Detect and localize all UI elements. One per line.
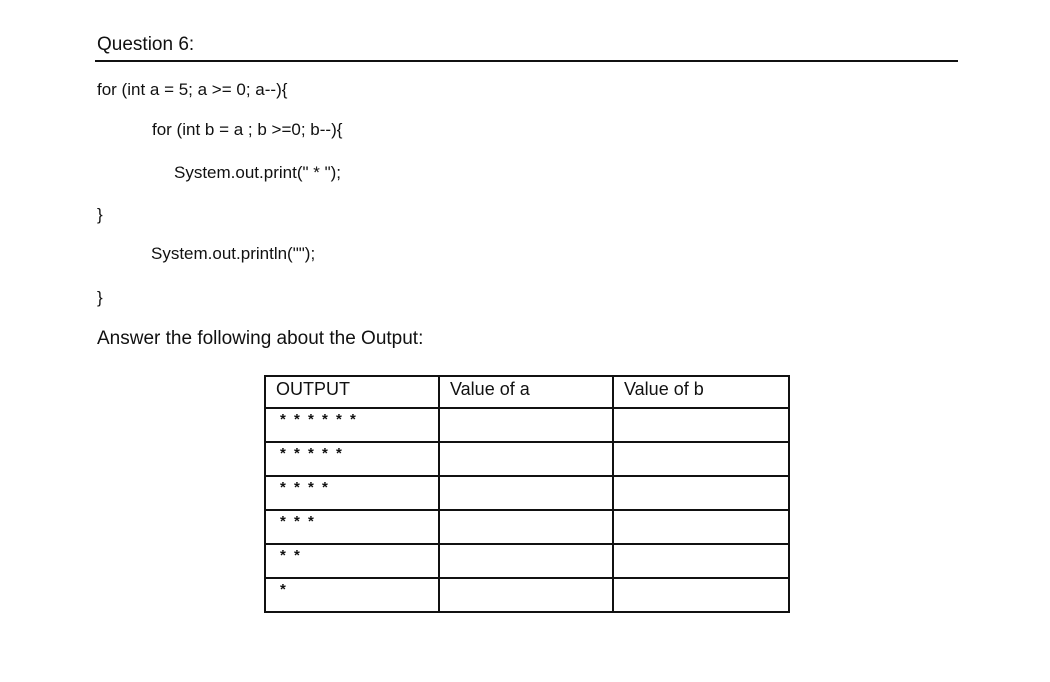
- value-of-b-cell[interactable]: [613, 476, 789, 510]
- header-value-of-b: Value of b: [613, 376, 789, 408]
- table-row: [265, 544, 789, 578]
- output-cell: * * * *: [265, 476, 439, 510]
- answer-prompt: Answer the following about the Output:: [97, 328, 424, 349]
- value-of-a-cell[interactable]: [439, 476, 613, 510]
- table-row: [265, 476, 789, 510]
- output-cell: * * *: [265, 510, 439, 544]
- header-value-of-a: Value of a: [439, 376, 613, 408]
- value-of-b-cell[interactable]: [613, 544, 789, 578]
- output-cell: * * * * *: [265, 442, 439, 476]
- code-line-inner-close: }: [97, 205, 103, 224]
- table-row: [265, 442, 789, 476]
- value-of-a-cell[interactable]: [439, 442, 613, 476]
- output-cell: *: [265, 578, 439, 612]
- table-header-row: [265, 376, 789, 408]
- question-title: Question 6:: [97, 34, 195, 55]
- value-of-a-cell[interactable]: [439, 510, 613, 544]
- output-cell: * * * * * *: [265, 408, 439, 442]
- table-row: [265, 408, 789, 442]
- value-of-a-cell[interactable]: [439, 408, 613, 442]
- code-line-println: System.out.println("");: [151, 244, 316, 263]
- code-line-inner-for: for (int b = a ; b >=0; b--){: [152, 120, 343, 139]
- header-output: OUTPUT: [265, 376, 439, 408]
- value-of-b-cell[interactable]: [613, 510, 789, 544]
- code-line-print: System.out.print(" * ");: [174, 163, 342, 182]
- value-of-b-cell[interactable]: [613, 578, 789, 612]
- value-of-a-cell[interactable]: [439, 544, 613, 578]
- output-cell: * *: [265, 544, 439, 578]
- value-of-b-cell[interactable]: [613, 442, 789, 476]
- table-row: [265, 578, 789, 612]
- value-of-b-cell[interactable]: [613, 408, 789, 442]
- code-line-outer-for: for (int a = 5; a >= 0; a--){: [97, 80, 288, 99]
- answer-table: [264, 375, 790, 613]
- code-line-outer-close: }: [97, 288, 103, 307]
- title-divider: [95, 60, 958, 62]
- table-row: [265, 510, 789, 544]
- value-of-a-cell[interactable]: [439, 578, 613, 612]
